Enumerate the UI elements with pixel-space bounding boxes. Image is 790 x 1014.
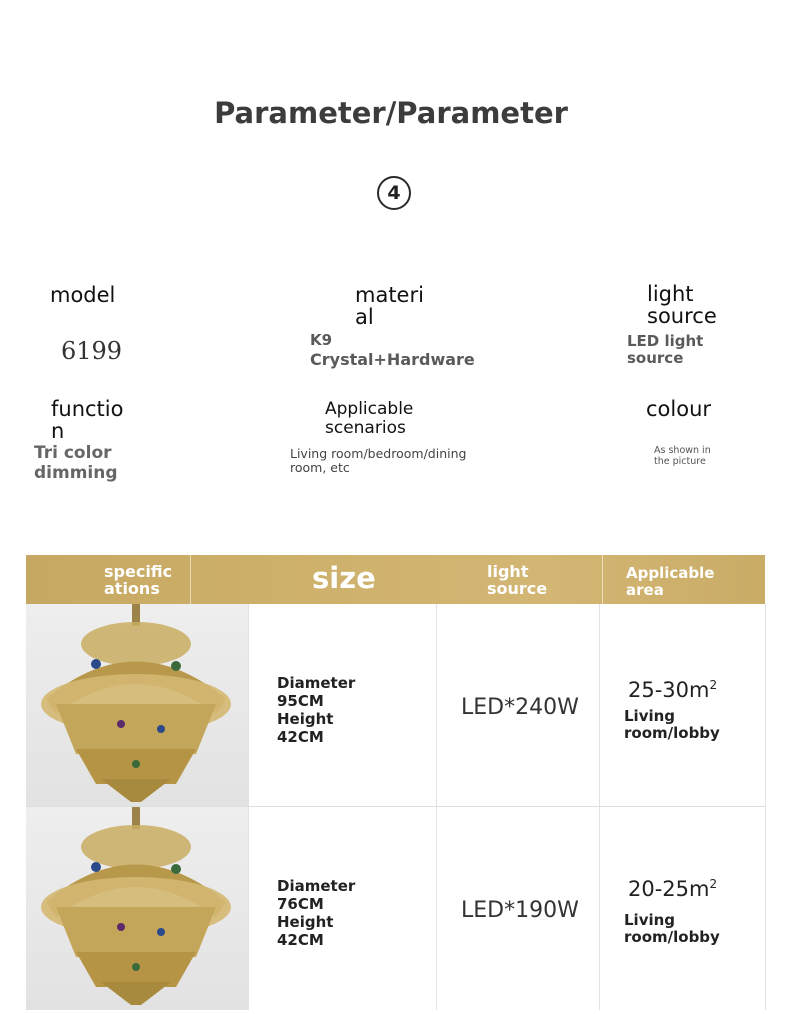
area-description-line1: Living [624,707,676,725]
chandelier-illustration [41,604,231,802]
size-diameter-label: Diameter [277,674,356,692]
area-superscript: 2 [709,678,718,692]
param-material-label-line1: materi [355,283,424,307]
area-description-line2: room/lobby [624,724,720,742]
param-light-source-value-line1: LED light [627,332,704,350]
product-image-cell [26,604,249,807]
area-description [624,708,720,742]
param-scenarios-value-line2: room, etc [290,460,350,475]
area-description-line1: Living [624,911,676,929]
param-function-label-line1: functio [51,397,124,421]
header-specifications-line2: ations [104,579,160,598]
size-diameter-value: 76CM [277,895,324,913]
param-function-value-line1: Tri color [34,443,112,463]
param-scenarios-label-line1: Applicable [325,399,414,419]
header-applicable-area-line1: Applicable [626,564,715,582]
param-function-label-line2: n [51,419,65,443]
param-function-value-line2: dimming [34,463,118,483]
area-cell [599,807,766,1010]
param-scenarios-value-line1: Living room/bedroom/dining [290,446,467,461]
area-number: 25-30m [628,678,710,702]
param-colour-value-line1: As shown in [654,445,711,456]
size-cell [248,604,437,807]
param-light-source-label-line1: light [647,282,694,306]
table-row [26,807,765,1010]
param-function-label [51,398,123,442]
chandelier-image [26,807,248,1010]
spec-table [26,555,765,1009]
size-diameter-value: 95CM [277,692,324,710]
light-value: LED*190W [461,898,579,923]
light-value: LED*240W [461,695,579,720]
light-cell [436,604,600,807]
area-description-line2: room/lobby [624,928,720,946]
area-superscript: 2 [709,877,718,891]
param-model-value: 6199 [61,337,123,365]
param-light-source-value-line2: source [627,349,684,367]
chandelier-image [26,604,248,807]
param-colour-value-line2: the picture [654,456,706,467]
size-cell [248,807,437,1010]
product-image-cell [26,807,249,1010]
param-material-label [355,284,424,328]
header-divider [602,555,603,604]
light-cell [436,807,600,1010]
header-applicable-area [626,565,714,599]
spec-table-header [26,555,765,604]
area-description [624,912,720,946]
param-function-value [34,443,118,483]
param-light-source-value [627,333,703,367]
size-value [277,877,355,949]
size-value [277,674,355,746]
header-light-source-line1: light [487,562,529,581]
param-light-source-label [647,283,717,327]
param-colour-value [654,445,711,467]
header-specifications-line1: specific [104,562,173,581]
size-diameter-label: Diameter [277,877,356,895]
param-model-label: model [50,283,116,307]
param-light-source-label-line2: source [647,304,717,328]
size-height-label: Height [277,710,334,728]
table-row [26,604,765,807]
header-applicable-area-line2: area [626,581,664,599]
chandelier-illustration [41,807,231,1005]
header-specifications [104,563,172,597]
area-value [628,877,717,901]
area-cell [599,604,766,807]
param-material-value [310,331,475,369]
param-scenarios-label [325,400,413,438]
param-scenarios-value [290,447,466,475]
size-height-value: 42CM [277,931,324,949]
size-height-label: Height [277,913,334,931]
area-number: 20-25m [628,877,710,901]
area-value [628,678,717,702]
header-light-source [487,563,547,597]
param-colour-label: colour [646,397,712,421]
param-scenarios-label-line2: scenarios [325,418,406,438]
header-divider [190,555,191,604]
param-material-label-line2: al [355,305,374,329]
header-size: size [312,561,376,595]
size-height-value: 42CM [277,728,324,746]
section-number-badge: 4 [377,176,411,210]
header-light-source-line2: source [487,579,548,598]
page-title: Parameter/Parameter [214,96,568,130]
param-material-value-line2: Crystal+Hardware [310,350,475,369]
param-material-value-line1: K9 [310,331,333,349]
